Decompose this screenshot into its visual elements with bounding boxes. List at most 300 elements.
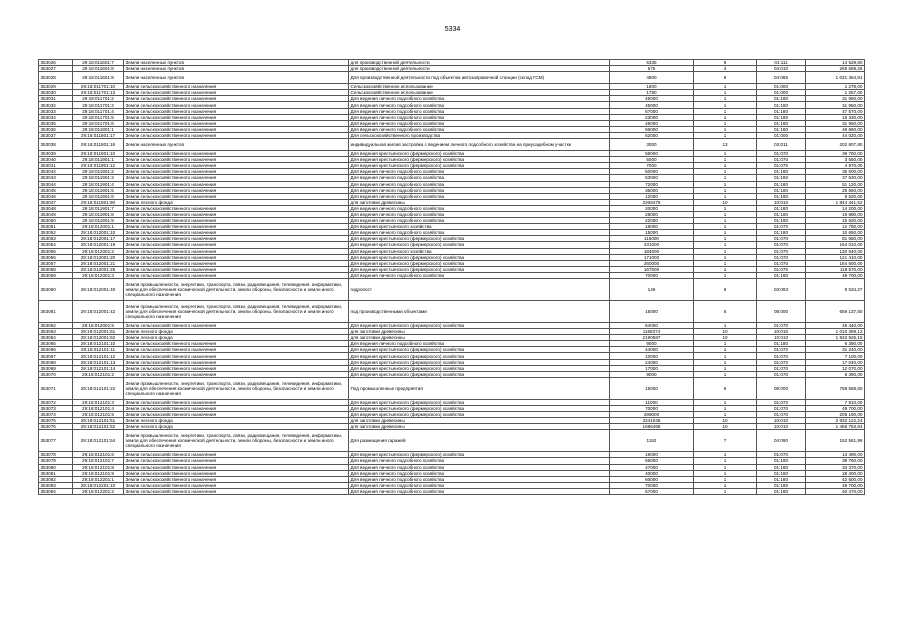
group-number-cell: 1 <box>694 108 757 114</box>
area-cell: 70000 <box>610 482 694 488</box>
permitted-use-cell: Для ведения личного подсобного хозяйства <box>349 181 610 187</box>
use-code-cell: 10:010 <box>757 424 806 430</box>
group-number-cell: 1 <box>694 412 757 418</box>
row-number-cell: 353027 <box>39 66 73 72</box>
area-cell: 5000 <box>610 157 694 163</box>
area-cell: 184000 <box>610 248 694 254</box>
use-code-cell: 01:180 <box>757 169 806 175</box>
land-category-cell: Земли сельскохозяйственного назначения <box>124 175 349 181</box>
row-number-cell: 353067 <box>39 353 73 359</box>
permitted-use-cell: Для ведения крестьянского (фермерского) хозяйства <box>349 347 610 353</box>
permitted-use-cell: для заготовки древесины <box>349 418 610 424</box>
row-number-cell: 353059 <box>39 272 73 278</box>
cadastral-value-cell: 14 200,00 <box>806 205 865 211</box>
group-number-cell: 1 <box>694 353 757 359</box>
area-cell: 15000 <box>610 301 694 323</box>
group-number-cell: 1 <box>694 458 757 464</box>
row-number-cell: 353043 <box>39 175 73 181</box>
cadastral-number-cell: 29:18:012001:1 <box>73 224 124 230</box>
row-number-cell: 353066 <box>39 347 73 353</box>
cadastral-value-cell: 1 278,00 <box>806 84 865 90</box>
use-code-cell: 01:070 <box>757 353 806 359</box>
table-row <box>39 430 865 452</box>
area-cell: 575 <box>610 66 694 72</box>
cadastral-number-cell: 29:18:011701:6 <box>73 120 124 126</box>
table-row <box>39 301 865 323</box>
cadastral-value-cell: 13 490,00 <box>806 452 865 458</box>
cadastral-number-cell: 29:18:011701:3 <box>73 102 124 108</box>
permitted-use-cell: для заготовки древесины <box>349 329 610 335</box>
group-number-cell: 6 <box>694 72 757 84</box>
permitted-use-cell: Для ведения крестьянского (фермерского) хозяйства <box>349 266 610 272</box>
cadastral-number-cell: 29:18:012201:2 <box>73 488 124 494</box>
group-number-cell: 1 <box>694 132 757 138</box>
row-number-cell: 353053 <box>39 236 73 242</box>
group-number-cell: 1 <box>694 266 757 272</box>
row-number-cell: 353061 <box>39 301 73 323</box>
use-code-cell: 01:070 <box>757 371 806 377</box>
group-number-cell: 1 <box>694 187 757 193</box>
use-code-cell: 01:180 <box>757 218 806 224</box>
land-category-cell: Земли сельскохозяйственного назначения <box>124 399 349 405</box>
use-code-cell: 01:180 <box>757 230 806 236</box>
cadastral-number-cell: 29:18:012001:19 <box>73 242 124 248</box>
land-category-cell: Земли промышленности, энергетики, транспорта, связи, радиовещания, телевидения, информатики, земли для обеспечения космической деятельности, земли обороны, безопасности и земли иного специального назначения <box>124 377 349 399</box>
row-number-cell: 353054 <box>39 242 73 248</box>
permitted-use-cell: Для ведения личного подсобного хозяйства <box>349 211 610 217</box>
row-number-cell: 353035 <box>39 120 73 126</box>
cadastral-value-cell: 6 390,00 <box>806 341 865 347</box>
land-category-cell: Земли сельскохозяйственного назначения <box>124 120 349 126</box>
use-code-cell: 10:010 <box>757 335 806 341</box>
area-cell: 171000 <box>610 254 694 260</box>
group-number-cell: 1 <box>694 163 757 169</box>
land-category-cell: Земли сельскохозяйственного назначения <box>124 151 349 157</box>
cadastral-value-cell: 6 390,00 <box>806 371 865 377</box>
cadastral-number-cell: 29:18:011801:1 <box>73 126 124 132</box>
permitted-use-cell: Для ведения личного подсобного хозяйства <box>349 458 610 464</box>
land-category-cell: Земли сельскохозяйственного назначения <box>124 108 349 114</box>
group-number-cell: 1 <box>694 218 757 224</box>
area-cell: 9000 <box>610 341 694 347</box>
group-number-cell: 6 <box>694 60 757 66</box>
group-number-cell: 1 <box>694 175 757 181</box>
group-number-cell: 1 <box>694 169 757 175</box>
permitted-use-cell: Для ведения крестьянского (фермерского) хозяйства <box>349 412 610 418</box>
group-number-cell: 1 <box>694 341 757 347</box>
use-code-cell: 01:070 <box>757 224 806 230</box>
row-number-cell: 353026 <box>39 60 73 66</box>
land-category-cell: Земли сельскохозяйственного назначения <box>124 254 349 260</box>
permitted-use-cell: Сельскохозяйственное использование <box>349 90 610 96</box>
area-cell: 5335 <box>610 60 694 66</box>
cadastral-value-cell: 1 010 369,12 <box>806 329 865 335</box>
land-category-cell: Земли лесного фонда <box>124 199 349 205</box>
use-code-cell: 01:070 <box>757 242 806 248</box>
permitted-use-cell: Для ведения крестьянского (фермерского) хозяйства <box>349 405 610 411</box>
cadastral-number-cell: 29:18:012001:20 <box>73 254 124 260</box>
group-number-cell: 10 <box>694 335 757 341</box>
land-category-cell: Земли сельскохозяйственного назначения <box>124 187 349 193</box>
cadastral-value-cell: 28 400,00 <box>806 470 865 476</box>
permitted-use-cell: Для ведения личного подсобного хозяйства <box>349 114 610 120</box>
area-cell: 64000 <box>610 323 694 329</box>
group-number-cell: 6 <box>694 301 757 323</box>
area-cell: 289000 <box>610 412 694 418</box>
land-category-cell: Земли сельскохозяйственного назначения <box>124 169 349 175</box>
use-code-cell: 10:010 <box>757 329 806 335</box>
group-number-cell: 1 <box>694 193 757 199</box>
row-number-cell: 353072 <box>39 399 73 405</box>
area-cell: 60000 <box>610 476 694 482</box>
area-cell: 115000 <box>610 236 694 242</box>
cadastral-value-cell: 7 100,00 <box>806 353 865 359</box>
cadastral-number-cell: 29:18:011901:12 <box>73 163 124 169</box>
land-category-cell: Земли сельскохозяйственного назначения <box>124 211 349 217</box>
permitted-use-cell: для заготовки древесины <box>349 335 610 341</box>
use-code-cell: 01:070 <box>757 365 806 371</box>
cadastral-value-cell: 47 570,00 <box>806 108 865 114</box>
use-code-cell: 04:010 <box>757 66 806 72</box>
land-category-cell: Земли сельскохозяйственного назначения <box>124 347 349 353</box>
cadastral-number-cell: 29:18:011901:8 <box>73 211 124 217</box>
area-cell: 11000 <box>610 399 694 405</box>
permitted-use-cell: Для ведения личного подсобного хозяйства <box>349 476 610 482</box>
area-cell: 23000 <box>610 114 694 120</box>
row-number-cell: 353063 <box>39 329 73 335</box>
area-cell: 28000 <box>610 211 694 217</box>
use-code-cell: 01:180 <box>757 96 806 102</box>
permitted-use-cell: Для ведения крестьянского (фермерского) хозяйства <box>349 353 610 359</box>
group-number-cell: 1 <box>694 272 757 278</box>
group-number-cell: 1 <box>694 84 757 90</box>
permitted-use-cell: Для ведения крестьянского хозяйства <box>349 248 610 254</box>
group-number-cell: 1 <box>694 347 757 353</box>
land-category-cell: Земли сельскохозяйственного назначения <box>124 266 349 272</box>
row-number-cell: 353052 <box>39 230 73 236</box>
permitted-use-cell: Для ведения личного подсобного хозяйства <box>349 272 610 278</box>
row-number-cell: 353040 <box>39 157 73 163</box>
group-number-cell: 1 <box>694 230 757 236</box>
land-category-cell: Земли сельскохозяйственного назначения <box>124 412 349 418</box>
area-cell: 62000 <box>610 132 694 138</box>
cadastral-value-cell: 31 240,00 <box>806 347 865 353</box>
land-category-cell: Земли сельскохозяйственного назначения <box>124 405 349 411</box>
cadastral-value-cell: 40 470,00 <box>806 488 865 494</box>
area-cell: 1158374 <box>610 329 694 335</box>
cadastral-number-cell: 29:18:012101:13 <box>73 359 124 365</box>
area-cell: 10000 <box>610 353 694 359</box>
cadastral-value-cell: 46 860,00 <box>806 126 865 132</box>
cadastral-number-cell: 29:18:012001:5 <box>73 323 124 329</box>
permitted-use-cell: Для производственной деятельности под объектом автозаправочной станции (склад ГСМ) <box>349 72 610 84</box>
cadastral-value-cell: 10 650,00 <box>806 230 865 236</box>
permitted-use-cell: Для ведения крестьянского (фермерского) хозяйства <box>349 242 610 248</box>
area-cell: 260000 <box>610 260 694 266</box>
permitted-use-cell: Для ведения личного подсобного хозяйства <box>349 126 610 132</box>
area-cell: 47000 <box>610 464 694 470</box>
group-number-cell: 1 <box>694 126 757 132</box>
land-category-cell: Земли сельскохозяйственного назначения <box>124 163 349 169</box>
cadastral-number-cell: 29:18:011901:4 <box>73 181 124 187</box>
use-code-cell: 08:000 <box>757 301 806 323</box>
row-number-cell: 353046 <box>39 193 73 199</box>
use-code-cell: 01:180 <box>757 175 806 181</box>
group-number-cell: 1 <box>694 181 757 187</box>
cadastral-value-cell: 118 570,00 <box>806 266 865 272</box>
cadastral-number-cell: 29:18:012101:54 <box>73 430 124 452</box>
cadastral-value-cell: 3 550,00 <box>806 157 865 163</box>
use-code-cell: 01:180 <box>757 464 806 470</box>
group-number-cell: 1 <box>694 464 757 470</box>
area-cell: 53000 <box>610 175 694 181</box>
area-cell: 44000 <box>610 347 694 353</box>
group-number-cell: 1 <box>694 236 757 242</box>
cadastral-number-cell: 29:18:012201:10 <box>73 482 124 488</box>
row-number-cell: 353081 <box>39 470 73 476</box>
use-code-cell: 01:180 <box>757 102 806 108</box>
row-number-cell: 353062 <box>39 323 73 329</box>
page-number: 5334 <box>444 26 461 33</box>
row-number-cell: 353058 <box>39 266 73 272</box>
group-number-cell: 1 <box>694 254 757 260</box>
use-code-cell: 01:070 <box>757 236 806 242</box>
permitted-use-cell: Для ведения крестьянского (фермерского) хозяйства <box>349 151 610 157</box>
group-number-cell: 1 <box>694 470 757 476</box>
area-cell: 15000 <box>610 230 694 236</box>
land-category-cell: Земли сельскохозяйственного назначения <box>124 470 349 476</box>
cadastral-number-cell: 29:18:012001:3 <box>73 272 124 278</box>
cadastral-number-cell: 29:18:012101:22 <box>73 377 124 399</box>
land-category-cell: Земли сельскохозяйственного назначения <box>124 181 349 187</box>
area-cell: 24000 <box>610 359 694 365</box>
land-category-cell: Земли сельскохозяйственного назначения <box>124 365 349 371</box>
cadastral-number-cell: 29:18:011901:5 <box>73 187 124 193</box>
group-number-cell: 10 <box>694 199 757 205</box>
area-cell: 167000 <box>610 266 694 272</box>
group-number-cell: 6 <box>694 279 757 301</box>
row-number-cell: 353047 <box>39 199 73 205</box>
row-number-cell: 353070 <box>39 371 73 377</box>
table-row <box>39 377 865 399</box>
land-category-cell: Земли сельскохозяйственного назначения <box>124 452 349 458</box>
group-number-cell: 1 <box>694 211 757 217</box>
permitted-use-cell: гидропост <box>349 279 610 301</box>
use-code-cell: 04:090 <box>757 430 806 452</box>
permitted-use-cell: Для ведения крестьянского (фермерского) хозяйства <box>349 163 610 169</box>
row-number-cell: 353037 <box>39 132 73 138</box>
cadastral-value-cell: 2 832 122,24 <box>806 418 865 424</box>
permitted-use-cell: Для ведения крестьянского (фермерского) хозяйства <box>349 260 610 266</box>
use-code-cell: 01:070 <box>757 157 806 163</box>
cadastral-value-cell: 265 659,26 <box>806 66 865 72</box>
group-number-cell: 10 <box>694 329 757 335</box>
permitted-use-cell: Для ведения личного подсобного хозяйства <box>349 482 610 488</box>
cadastral-number-cell: 29:18:011901:9 <box>73 218 124 224</box>
area-cell: 1800 <box>610 84 694 90</box>
row-number-cell: 353057 <box>39 260 73 266</box>
permitted-use-cell: для производственной деятельности <box>349 66 610 72</box>
area-cell: 15000 <box>610 377 694 399</box>
land-category-cell: Земли промышленности, энергетики, транспорта, связи, радиовещания, телевидения, информатики, земли для обеспечения космической деятельности, земли обороны, безопасности и земли иного специального назначения <box>124 430 349 452</box>
use-code-cell: 01:070 <box>757 323 806 329</box>
use-code-cell: 01:070 <box>757 399 806 405</box>
land-category-cell: Земли сельскохозяйственного назначения <box>124 84 349 90</box>
group-number-cell: 1 <box>694 452 757 458</box>
area-cell: 3241048 <box>610 418 694 424</box>
cadastral-number-cell: 29:18:012101:8 <box>73 464 124 470</box>
cadastral-value-cell: 81 650,00 <box>806 236 865 242</box>
use-code-cell: 01:070 <box>757 412 806 418</box>
row-number-cell: 353042 <box>39 169 73 175</box>
use-code-cell: 01:070 <box>757 151 806 157</box>
permitted-use-cell: для заготовки древесины <box>349 424 610 430</box>
use-code-cell: 04:085 <box>757 72 806 84</box>
land-category-cell: Земли сельскохозяйственного назначения <box>124 242 349 248</box>
land-category-cell: Земли лесного фонда <box>124 424 349 430</box>
cadastral-number-cell: 29:18:011801:17 <box>73 132 124 138</box>
area-cell: 67000 <box>610 108 694 114</box>
area-cell: 7000 <box>610 163 694 169</box>
area-cell: 1686468 <box>610 424 694 430</box>
land-category-cell: Земли сельскохозяйственного назначения <box>124 353 349 359</box>
cadastral-value-cell: 37 630,00 <box>806 175 865 181</box>
area-cell: 45000 <box>610 102 694 108</box>
land-category-cell: Земли сельскохозяйственного назначения <box>124 102 349 108</box>
area-cell: 4900 <box>610 72 694 84</box>
cadastral-value-cell: 16 330,00 <box>806 114 865 120</box>
use-code-cell: 02:011 <box>757 139 806 151</box>
permitted-use-cell: Для ведения личного подсобного хозяйства <box>349 175 610 181</box>
row-number-cell: 353080 <box>39 464 73 470</box>
area-cell: 36000 <box>610 187 694 193</box>
cadastral-value-cell: 49 700,00 <box>806 272 865 278</box>
group-number-cell: 1 <box>694 371 757 377</box>
permitted-use-cell: Для ведения крестьянского (фермерского) хозяйства <box>349 359 610 365</box>
land-category-cell: Земли лесного фонда <box>124 418 349 424</box>
land-category-cell: Земли населенных пунктов <box>124 66 349 72</box>
cadastral-value-cell: 202 807,80 <box>806 139 865 151</box>
permitted-use-cell: под производственными объектами <box>349 301 610 323</box>
cadastral-value-cell: 39 760,00 <box>806 458 865 464</box>
land-category-cell: Земли сельскохозяйственного назначения <box>124 157 349 163</box>
group-number-cell: 1 <box>694 102 757 108</box>
cadastral-number-cell: 29:18:011601:9 <box>73 72 124 84</box>
permitted-use-cell: Для ведения личного подсобного хозяйства <box>349 102 610 108</box>
group-number-cell: 1 <box>694 476 757 482</box>
cadastral-number-cell: 29:18:012101:4 <box>73 405 124 411</box>
area-cell: 66000 <box>610 126 694 132</box>
area-cell: 2206475 <box>610 199 694 205</box>
land-category-cell: Земли лесного фонда <box>124 329 349 335</box>
land-category-cell: Земли промышленности, энергетики, транспорта, связи, радиовещания, телевидения, информатики, земли для обеспечения космической деятельности, земли обороны, безопасности и земли иного специального назначения <box>124 301 349 323</box>
cadastral-value-cell: 31 950,00 <box>806 120 865 126</box>
area-cell: 45000 <box>610 96 694 102</box>
use-code-cell: 01:180 <box>757 488 806 494</box>
use-code-cell: 01:000 <box>757 132 806 138</box>
row-number-cell: 353029 <box>39 84 73 90</box>
cadastral-number-cell: 29:18:012001:61 <box>73 329 124 335</box>
land-category-cell: Земли сельскохозяйственного назначения <box>124 205 349 211</box>
cadastral-value-cell: 49 700,00 <box>806 405 865 411</box>
permitted-use-cell: Для ведения крестьянского (фермерского) хозяйства <box>349 399 610 405</box>
use-code-cell: 01:180 <box>757 476 806 482</box>
land-category-cell: Земли сельскохозяйственного назначения <box>124 96 349 102</box>
row-number-cell: 353084 <box>39 488 73 494</box>
cadastral-number-cell: 29:18:012001:21 <box>73 260 124 266</box>
area-cell: 45000 <box>610 120 694 126</box>
permitted-use-cell: Для ведения личного подсобного хозяйства <box>349 187 610 193</box>
cadastral-value-cell: 44 020,00 <box>806 132 865 138</box>
use-code-cell: 01:180 <box>757 205 806 211</box>
cadastral-value-cell: 4 970,00 <box>806 163 865 169</box>
use-code-cell: 01:180 <box>757 187 806 193</box>
cadastral-number-cell: 29:18:012001:10 <box>73 230 124 236</box>
permitted-use-cell: Для сельскохозяйственного производства <box>349 132 610 138</box>
permitted-use-cell: Для размещения гаражей <box>349 430 610 452</box>
permitted-use-cell: Для ведения крестьянского (фермерского) хозяйства <box>349 371 610 377</box>
cadastral-number-cell: 29:18:011901:1 <box>73 157 124 163</box>
area-cell: 146 <box>610 279 694 301</box>
group-number-cell: 1 <box>694 260 757 266</box>
row-number-cell: 353036 <box>39 126 73 132</box>
use-code-cell: 01:070 <box>757 359 806 365</box>
permitted-use-cell: Для ведения крестьянского (фермерского) хозяйства <box>349 157 610 163</box>
use-code-cell: 03:093 <box>757 279 806 301</box>
cadastral-number-cell: 29:18:012101:51 <box>73 418 124 424</box>
row-number-cell: 353038 <box>39 139 73 151</box>
cadastral-number-cell: 29:18:011601:7 <box>73 60 124 66</box>
cadastral-value-cell: 33 370,00 <box>806 464 865 470</box>
permitted-use-cell: для заготовки древесины <box>349 199 610 205</box>
row-number-cell: 353041 <box>39 163 73 169</box>
use-code-cell: 08:000 <box>757 377 806 399</box>
cadastral-number-cell: 29:18:012101:3 <box>73 399 124 405</box>
group-number-cell: 1 <box>694 120 757 126</box>
row-number-cell: 353071 <box>39 377 73 399</box>
area-cell: 9000 <box>610 371 694 377</box>
permitted-use-cell: Для ведения крестьянского (фермерского) хозяйства <box>349 323 610 329</box>
cadastral-number-cell: 29:18:012101:11 <box>73 347 124 353</box>
table-row <box>39 488 865 494</box>
group-number-cell: 1 <box>694 359 757 365</box>
use-code-cell: 01:070 <box>757 405 806 411</box>
permitted-use-cell: Сельскохозяйственное использование <box>349 84 610 90</box>
row-number-cell: 353048 <box>39 205 73 211</box>
cadastral-value-cell: 1 031 364,81 <box>806 72 865 84</box>
row-number-cell: 353074 <box>39 412 73 418</box>
area-cell: 1152 <box>610 430 694 452</box>
cadastral-number-cell: 29:18:012101:9 <box>73 470 124 476</box>
cadastral-number-cell: 29:18:012001:62 <box>73 335 124 341</box>
area-cell: 72000 <box>610 181 694 187</box>
row-number-cell: 353044 <box>39 181 73 187</box>
land-category-cell: Земли сельскохозяйственного назначения <box>124 359 349 365</box>
permitted-use-cell: Для ведения личного подсобного хозяйства <box>349 470 610 476</box>
row-number-cell: 353083 <box>39 482 73 488</box>
cadastral-number-cell: 29:18:011901:90 <box>73 199 124 205</box>
use-code-cell: 01:070 <box>757 260 806 266</box>
permitted-use-cell: индивидуальная жилая застройка с ведением личного подсобного хозяйства на приусадебном участке <box>349 139 610 151</box>
cadastral-value-cell: 35 500,00 <box>806 169 865 175</box>
cadastral-value-cell: 7 810,00 <box>806 399 865 405</box>
land-category-cell: Земли сельскохозяйственного назначения <box>124 458 349 464</box>
group-number-cell: 1 <box>694 248 757 254</box>
group-number-cell: 1 <box>694 482 757 488</box>
land-category-cell: Земли населенных пунктов <box>124 72 349 84</box>
area-cell: 12000 <box>610 193 694 199</box>
cadastral-value-cell: 14 529,80 <box>806 60 865 66</box>
